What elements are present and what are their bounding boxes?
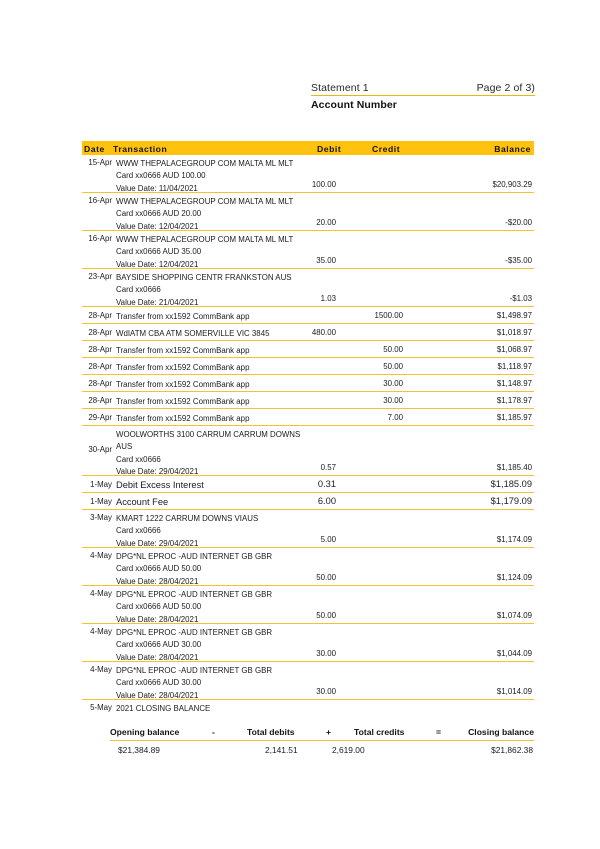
transaction-debit: 0.57 xyxy=(320,463,336,472)
transaction-debit: 50.00 xyxy=(316,611,336,620)
transaction-balance: $1,178.97 xyxy=(496,395,532,405)
transaction-description-line: Transfer from xx1592 CommBank app xyxy=(116,345,250,355)
transaction-description-line: Card xx0666 AUD 50.00 xyxy=(116,602,202,612)
transaction-balance: -$35.00 xyxy=(505,256,532,265)
transaction-description-line: Transfer from xx1592 CommBank app xyxy=(116,413,250,423)
column-header-debit: Debit xyxy=(317,143,342,154)
transaction-description-line: 2021 CLOSING BALANCE xyxy=(116,703,211,713)
transaction-balance: $1,068.97 xyxy=(496,344,532,354)
table-row xyxy=(82,409,534,426)
transaction-balance: $1,148.97 xyxy=(496,378,532,388)
column-header-credit: Credit xyxy=(372,143,401,154)
transaction-description-line: KMART 1222 CARRUM DOWNS VIAUS xyxy=(116,513,259,523)
transaction-description xyxy=(116,479,311,492)
transaction-description-line: Account Fee xyxy=(116,496,169,507)
transaction-date: 16-Apr xyxy=(88,233,112,243)
transaction-debit: 480.00 xyxy=(311,327,336,337)
transaction-description-line: WWW THEPALACEGROUP COM MALTA ML MLT xyxy=(116,196,294,206)
transaction-balance: $1,185.40 xyxy=(496,463,532,472)
transaction-balance: $20,903.29 xyxy=(492,180,532,189)
transaction-description-line: Card xx0666 xyxy=(116,285,161,295)
transaction-date: 28-Apr xyxy=(88,395,112,405)
transaction-debit: 5.00 xyxy=(320,535,336,544)
transaction-date: 4-May xyxy=(90,550,112,560)
transaction-description xyxy=(116,379,311,392)
transaction-description-line: Value Date: 12/04/2021 xyxy=(116,259,199,269)
transaction-description-line: Transfer from xx1592 CommBank app xyxy=(116,311,250,321)
summary-values-row xyxy=(110,741,534,757)
transaction-description-line: DPG*NL EPROC -AUD INTERNET GB GBR xyxy=(116,665,273,675)
table-body xyxy=(82,155,534,715)
summary-value-total-debits: 2,141.51 xyxy=(265,745,298,755)
transaction-balance: $1,014.09 xyxy=(496,687,532,696)
table-row xyxy=(82,510,534,548)
table-row xyxy=(82,493,534,510)
summary-value-total-credits: 2,619.00 xyxy=(332,745,365,755)
transaction-description xyxy=(116,196,311,234)
transaction-description xyxy=(116,345,311,358)
table-row xyxy=(82,324,534,341)
table-row xyxy=(82,700,534,715)
transaction-debit: 30.00 xyxy=(316,649,336,658)
table-row xyxy=(82,624,534,662)
transaction-description xyxy=(116,551,311,589)
transaction-debit: 20.00 xyxy=(316,218,336,227)
transaction-description-line: Card xx0666 AUD 50.00 xyxy=(116,564,202,574)
transaction-description-line: WdIATM CBA ATM SOMERVILLE VIC 3845 xyxy=(116,328,270,338)
statement-header-row xyxy=(311,82,535,96)
summary-label-total-credits: Total credits xyxy=(354,727,405,737)
transaction-debit: 6.00 xyxy=(317,495,336,506)
transaction-description-line: Card xx0666 AUD 20.00 xyxy=(116,209,202,219)
transaction-balance: -$20.00 xyxy=(505,218,532,227)
transaction-date: 28-Apr xyxy=(88,361,112,371)
table-row xyxy=(82,476,534,493)
transaction-debit: 100.00 xyxy=(311,180,336,189)
transaction-credit: 50.00 xyxy=(383,361,403,371)
transaction-description xyxy=(116,413,311,426)
transaction-description-line: WWW THEPALACEGROUP COM MALTA ML MLT xyxy=(116,234,294,244)
transaction-date: 5-May xyxy=(90,702,112,712)
document-header xyxy=(311,82,535,111)
transaction-description xyxy=(116,234,311,272)
table-row xyxy=(82,155,534,193)
transactions-table xyxy=(82,141,534,715)
transaction-balance: $1,124.09 xyxy=(496,573,532,582)
transaction-description-line: Debit Excess Interest xyxy=(116,479,204,490)
table-row xyxy=(82,375,534,392)
summary-operator-plus: + xyxy=(326,727,332,737)
transaction-description xyxy=(116,627,311,665)
transaction-description-line: DPG*NL EPROC -AUD INTERNET GB GBR xyxy=(116,627,273,637)
transaction-description-line: DPG*NL EPROC -AUD INTERNET GB GBR xyxy=(116,551,273,561)
transaction-balance: $1,074.09 xyxy=(496,611,532,620)
table-row xyxy=(82,662,534,700)
transaction-debit: 1.03 xyxy=(320,294,336,303)
summary-label-opening-balance: Opening balance xyxy=(110,727,180,737)
transaction-description-line: Value Date: 28/04/2021 xyxy=(116,576,199,586)
transaction-description-line: Value Date: 28/04/2021 xyxy=(116,690,199,700)
transaction-description-line: Card xx0666 AUD 35.00 xyxy=(116,247,202,257)
transaction-description xyxy=(116,496,311,509)
summary-section xyxy=(110,727,534,757)
transaction-date: 16-Apr xyxy=(88,195,112,205)
transaction-balance: $1,174.09 xyxy=(496,535,532,544)
summary-value-closing-balance: $21,862.38 xyxy=(491,745,533,755)
transaction-description-line: Value Date: 28/04/2021 xyxy=(116,652,199,662)
transaction-date: 15-Apr xyxy=(88,157,112,167)
table-row xyxy=(82,426,534,476)
transaction-description-line: Value Date: 29/04/2021 xyxy=(116,538,199,548)
table-header-row xyxy=(82,141,534,155)
transaction-date: 28-Apr xyxy=(88,310,112,320)
transaction-date: 1-May xyxy=(90,496,112,506)
transaction-description xyxy=(116,513,311,551)
transaction-date: 1-May xyxy=(90,479,112,489)
transaction-description-line: Card xx0666 AUD 30.00 xyxy=(116,640,202,650)
transaction-debit: 0.31 xyxy=(317,478,336,489)
transaction-description xyxy=(116,429,311,479)
transaction-description xyxy=(116,158,311,196)
transaction-date: 4-May xyxy=(90,588,112,598)
table-row xyxy=(82,358,534,375)
summary-operator-equals: = xyxy=(436,727,442,737)
transaction-description-line: WOOLWORTHS 3100 CARRUM CARRUM DOWNS xyxy=(116,429,301,439)
transaction-balance: $1,118.97 xyxy=(497,361,532,371)
transaction-date: 30-Apr xyxy=(88,445,112,454)
transaction-date: 3-May xyxy=(90,512,112,522)
transaction-credit: 7.00 xyxy=(387,412,403,422)
statement-number: Statement 1 xyxy=(311,82,369,94)
transaction-description-line: Transfer from xx1592 CommBank app xyxy=(116,362,250,372)
transaction-description-line: Value Date: 12/04/2021 xyxy=(116,221,199,231)
transaction-description xyxy=(116,328,311,341)
transaction-debit: 30.00 xyxy=(316,687,336,696)
transaction-description-line: AUS xyxy=(116,442,133,452)
summary-header-row xyxy=(110,727,534,741)
transaction-debit: 35.00 xyxy=(316,256,336,265)
transaction-description-line: Value Date: 28/04/2021 xyxy=(116,614,199,624)
transaction-balance: -$1.03 xyxy=(509,294,532,303)
transaction-date: 28-Apr xyxy=(88,327,112,337)
transaction-description xyxy=(116,396,311,409)
transaction-description-line: BAYSIDE SHOPPING CENTR FRANKSTON AUS xyxy=(116,272,292,282)
transaction-balance: $1,498.97 xyxy=(496,310,532,320)
transaction-date: 4-May xyxy=(90,626,112,636)
transaction-balance: $1,185.09 xyxy=(490,478,532,489)
transaction-description-line: DPG*NL EPROC -AUD INTERNET GB GBR xyxy=(116,589,273,599)
transaction-description xyxy=(116,272,311,310)
table-row xyxy=(82,307,534,324)
transaction-balance: $1,179.09 xyxy=(490,495,532,506)
transaction-credit: 1500.00 xyxy=(374,310,403,320)
transaction-date: 4-May xyxy=(90,664,112,674)
transaction-description-line: Card xx0666 AUD 30.00 xyxy=(116,678,202,688)
transaction-date: 29-Apr xyxy=(88,412,112,422)
transaction-credit: 30.00 xyxy=(383,395,403,405)
transaction-description-line: Transfer from xx1592 CommBank app xyxy=(116,396,250,406)
transaction-description-line: Value Date: 11/04/2021 xyxy=(116,183,198,193)
account-number-label: Account Number xyxy=(311,99,397,111)
transaction-description-line: WWW THEPALACEGROUP COM MALTA ML MLT xyxy=(116,158,294,168)
transaction-debit: 50.00 xyxy=(316,573,336,582)
transaction-description xyxy=(116,311,311,324)
transaction-balance: $1,044.09 xyxy=(496,649,532,658)
transaction-description-line: Transfer from xx1592 CommBank app xyxy=(116,379,250,389)
summary-label-total-debits: Total debits xyxy=(247,727,295,737)
transaction-date: 23-Apr xyxy=(88,271,112,281)
table-row xyxy=(82,548,534,586)
transaction-description-line: Value Date: 21/04/2021 xyxy=(116,297,199,307)
column-header-transaction: Transaction xyxy=(113,143,168,154)
table-row xyxy=(82,392,534,409)
table-row xyxy=(82,193,534,231)
transaction-description xyxy=(116,665,311,703)
transaction-balance: $1,018.97 xyxy=(496,327,532,337)
column-header-date: Date xyxy=(84,143,105,154)
transaction-description-line: Value Date: 29/04/2021 xyxy=(116,467,199,477)
table-row xyxy=(82,586,534,624)
table-row xyxy=(82,231,534,269)
column-header-balance: Balance xyxy=(494,143,531,154)
transaction-description-line: Card xx0666 AUD 100.00 xyxy=(116,171,206,181)
transaction-description-line: Card xx0666 xyxy=(116,454,161,464)
transaction-description xyxy=(116,703,311,716)
table-row xyxy=(82,341,534,358)
summary-label-closing-balance: Closing balance xyxy=(468,727,534,737)
transaction-description xyxy=(116,362,311,375)
transaction-description xyxy=(116,589,311,627)
transaction-date: 28-Apr xyxy=(88,378,112,388)
transaction-balance: $1,185.97 xyxy=(496,412,532,422)
transaction-description-line: Card xx0666 xyxy=(116,526,161,536)
table-row xyxy=(82,269,534,307)
transaction-date: 28-Apr xyxy=(88,344,112,354)
summary-value-opening-balance: $21,384.89 xyxy=(118,745,160,755)
page-indicator: Page 2 of 3) xyxy=(476,82,535,94)
transaction-credit: 50.00 xyxy=(383,344,403,354)
summary-operator-minus: - xyxy=(212,727,215,737)
transaction-credit: 30.00 xyxy=(383,378,403,388)
